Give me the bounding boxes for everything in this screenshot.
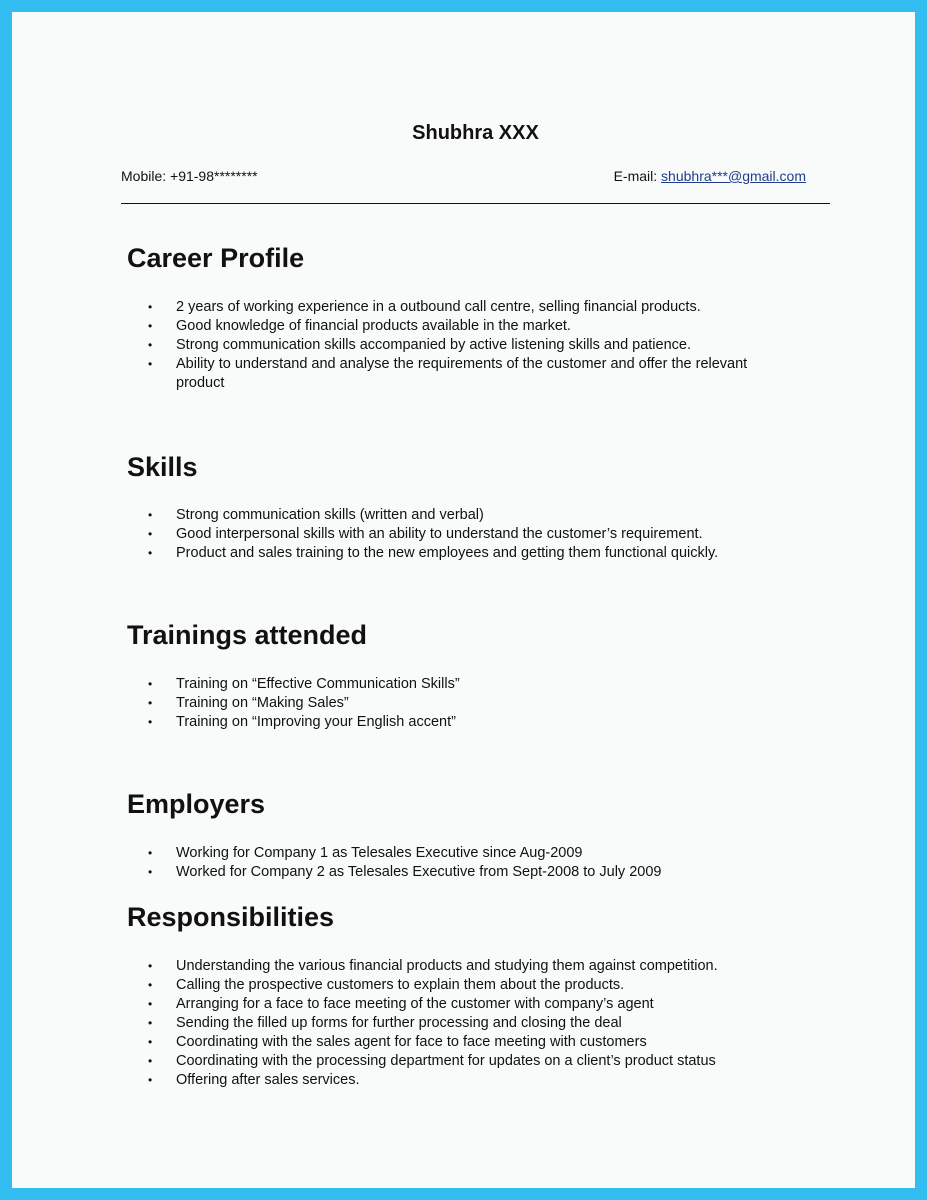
list-item — [12, 355, 786, 393]
bullet-icon: • — [148, 865, 153, 879]
list-item-text: 2 years of working experience in a outbound call centre, selling financial products. — [176, 299, 701, 315]
list-item — [12, 506, 786, 525]
bullet-icon: • — [148, 1073, 153, 1087]
list-item — [12, 976, 786, 995]
list-item — [12, 317, 786, 336]
list-item-text: Coordinating with the processing department for updates on a client’s product status — [176, 1053, 716, 1069]
career-profile-list — [12, 298, 927, 393]
bullet-icon: • — [148, 357, 153, 371]
list-item — [12, 1052, 786, 1071]
list-item-text: Strong communication skills accompanied by active listening skills and patience. — [176, 337, 692, 353]
list-item-text: Product and sales training to the new employees and getting them functional quickly. — [176, 545, 719, 561]
bullet-icon: • — [148, 978, 153, 992]
list-item-text: Calling the prospective customers to explain them about the products. — [176, 977, 625, 993]
list-item — [12, 525, 786, 544]
skills-list — [12, 506, 927, 563]
list-item-text: Sending the filled up forms for further processing and closing the deal — [176, 1015, 622, 1031]
list-item — [12, 844, 786, 863]
bullet-icon: • — [148, 1016, 153, 1030]
email-line — [614, 168, 806, 184]
list-item-text: Arranging for a face to face meeting of the customer with company’s agent — [176, 996, 654, 1012]
bullet-icon: • — [148, 527, 153, 541]
mobile-number: Mobile: +91-98******** — [121, 168, 258, 184]
list-item-text: Working for Company 1 as Telesales Executive since Aug-2009 — [176, 845, 583, 861]
section-title-skills: Skills — [127, 452, 198, 482]
bullet-icon: • — [148, 997, 153, 1011]
bullet-icon: • — [148, 1035, 153, 1049]
list-item-text: Coordinating with the sales agent for face to face meeting with customers — [176, 1034, 647, 1050]
list-item — [12, 336, 786, 355]
list-item-text: Ability to understand and analyse the requirements of the customer and offer the relevant product — [176, 356, 748, 391]
list-item — [12, 694, 786, 713]
email-label: E-mail: — [613, 168, 662, 184]
bullet-icon: • — [148, 696, 153, 710]
list-item-text: Training on “Effective Communication Skills” — [176, 676, 460, 692]
employers-list — [12, 844, 927, 882]
list-item-text: Offering after sales services. — [176, 1072, 360, 1088]
list-item-text: Strong communication skills (written and verbal) — [176, 507, 484, 523]
candidate-name: Shubhra XXX — [412, 122, 539, 144]
list-item — [12, 863, 786, 882]
list-item-text: Training on “Improving your English accent” — [176, 714, 456, 730]
section-title-employers: Employers — [127, 789, 266, 819]
list-item — [12, 675, 786, 694]
trainings-list — [12, 675, 927, 732]
list-item — [12, 1033, 786, 1052]
list-item-text: Worked for Company 2 as Telesales Executive from Sept-2008 to July 2009 — [176, 864, 662, 880]
list-item — [12, 995, 786, 1014]
list-item — [12, 713, 786, 732]
list-item — [12, 1014, 786, 1033]
bullet-icon: • — [148, 1054, 153, 1068]
bullet-icon: • — [148, 319, 153, 333]
list-item-text: Good interpersonal skills with an ability to understand the customer’s requirement. — [176, 526, 703, 542]
list-item — [12, 957, 786, 976]
list-item-text: Understanding the various financial products and studying them against competition. — [176, 958, 718, 974]
bullet-icon: • — [148, 715, 153, 729]
bullet-icon: • — [148, 846, 153, 860]
section-title-responsibilities: Responsibilities — [127, 902, 335, 932]
list-item-text: Good knowledge of financial products available in the market. — [176, 318, 571, 334]
section-title-trainings: Trainings attended — [127, 620, 368, 650]
bullet-icon: • — [148, 300, 153, 314]
list-item — [12, 1071, 786, 1090]
bullet-icon: • — [148, 677, 153, 691]
bullet-icon: • — [148, 959, 153, 973]
bullet-icon: • — [148, 508, 153, 522]
email-link[interactable]: shubhra***@gmail.com — [661, 168, 806, 184]
bullet-icon: • — [148, 546, 153, 560]
bullet-icon: • — [148, 338, 153, 352]
section-title-career-profile: Career Profile — [127, 243, 305, 273]
header-divider — [121, 203, 830, 204]
responsibilities-list — [12, 957, 927, 1090]
list-item — [12, 298, 786, 317]
list-item — [12, 544, 786, 563]
list-item-text: Training on “Making Sales” — [176, 695, 349, 711]
